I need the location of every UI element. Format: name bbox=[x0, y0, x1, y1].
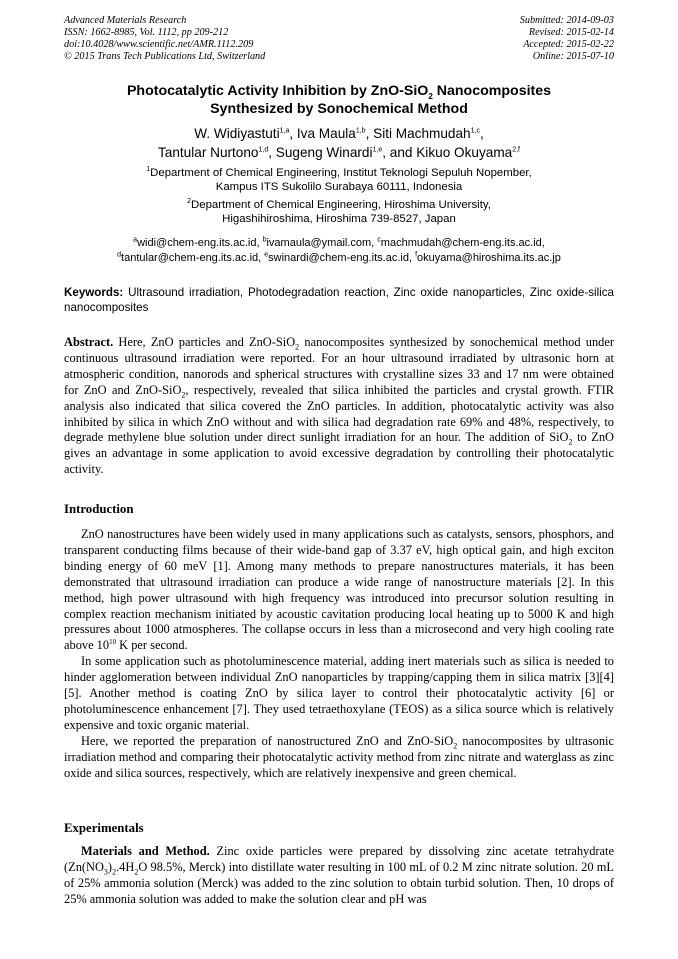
author-affil-mark: 1,c bbox=[470, 127, 480, 135]
email-address[interactable]: machmudah@chem-eng.its.ac.id, bbox=[380, 237, 545, 249]
paragraph-text: .4H bbox=[116, 859, 135, 874]
email-mark: c bbox=[377, 236, 381, 244]
paragraph bbox=[64, 734, 614, 782]
author-affil-mark: 1,a bbox=[279, 127, 290, 135]
keywords-text: Ultrasound irradiation, Photodegradation reaction, Zinc oxide nanoparticles, Zinc oxide-silica nanocomposites bbox=[64, 286, 614, 314]
paragraph-text: Zinc oxide particles were prepared by dissolving zinc acetate tetrahydrate (Zn(NO bbox=[64, 844, 614, 874]
email-address[interactable]: widi@chem-eng.its.ac.id, bbox=[137, 237, 263, 249]
online-date: Online: 2015-07-10 bbox=[532, 51, 614, 62]
email-address[interactable]: swinardi@chem-eng.its.ac.id, bbox=[268, 251, 416, 264]
author-separator: , bbox=[479, 126, 484, 141]
affiliation-2 bbox=[64, 198, 614, 226]
paragraph bbox=[64, 844, 614, 908]
authors-line-1 bbox=[64, 124, 614, 143]
keywords-label: Keywords: bbox=[64, 286, 124, 299]
experimentals-body bbox=[64, 844, 614, 908]
introduction-heading: Introduction bbox=[64, 502, 134, 516]
affiliation-text: Department of Chemical Engineering, Hiroshima University, bbox=[191, 199, 491, 211]
author-affil-mark: 1,e bbox=[372, 146, 383, 154]
title-line-2: Synthesized by Sonochemical Method bbox=[210, 101, 468, 117]
email-address[interactable]: tantular@chem-eng.its.ac.id, bbox=[121, 251, 265, 264]
emails-line-2 bbox=[64, 251, 614, 266]
affiliation-text: Kampus ITS Sukolilo Surabaya 60111, Indonesia bbox=[215, 181, 463, 193]
subsection-label: Materials and Method. bbox=[81, 844, 210, 858]
email-list bbox=[64, 236, 614, 265]
author-name: W. Widiyastuti bbox=[194, 126, 280, 141]
paragraph bbox=[64, 527, 614, 654]
affiliation-text: Department of Chemical Engineering, Institut Teknologi Sepuluh Nopember, bbox=[150, 167, 532, 179]
email-mark: e bbox=[264, 250, 269, 258]
abstract-text: nanocomposites synthesized by sonochemical method under continuous ultrasound irradiation were reported. For an hour ultrasound irradiated by ultrasonic horn at atmospheric condition, nanorods and spherical structures with crystalline sizes 33 and 17 nm were obtained for ZnO and ZnO-SiO bbox=[64, 335, 615, 397]
abstract-text: to ZnO gives an advantage in some application to avoid excessive degradation by controlling their photocatalytic activity. bbox=[64, 430, 614, 477]
header-left bbox=[64, 15, 265, 63]
abstract-text: Here, ZnO particles and ZnO-SiO bbox=[113, 335, 296, 349]
affiliation-line bbox=[64, 166, 614, 180]
submitted-date: Submitted: 2014-09-03 bbox=[519, 15, 614, 26]
author-name: , Siti Machmudah bbox=[365, 126, 471, 141]
title-line-1 bbox=[64, 82, 614, 100]
email-address[interactable]: ivamaula@ymail.com, bbox=[266, 237, 378, 249]
affiliation-mark: 2 bbox=[187, 198, 192, 206]
paragraph-text: Here, we reported the preparation of nanostructured ZnO and ZnO-SiO bbox=[81, 733, 454, 748]
author-name: , and Kikuo Okuyama bbox=[382, 145, 513, 160]
affiliation-mark: 1 bbox=[146, 166, 151, 174]
affiliation-1 bbox=[64, 166, 614, 194]
paragraph-text: K per second. bbox=[116, 638, 188, 653]
author-name: Tantular Nurtono bbox=[157, 145, 259, 160]
introduction-body bbox=[64, 527, 614, 782]
subscript: 2 bbox=[134, 867, 139, 877]
paragraph: In some application such as photoluminescence material, adding inert materials such as silica is needed to hinder agglomeration between individual ZnO nanoparticles by trapping/capping them in silica matrix [3][4][5]. Another method is coating ZnO by silica layer to control their photocatalytic activity [6] or photoluminescence enhancement [7]. They used tetraethoxylane (TEOS) as a silica source which is relatively expensive and toxic organic material. bbox=[64, 654, 614, 732]
abstract bbox=[64, 335, 614, 478]
title-text: Nanocomposites bbox=[432, 83, 552, 99]
author-affil-mark: 1,d bbox=[258, 146, 269, 154]
author-list bbox=[64, 124, 614, 162]
abstract-text: , respectively, revealed that silica inhibited the particles and crystal growth. FTIR analysis also indicated that silica covered the ZnO particles. In addition, photocatalytic activity was also inhibited by silica in which ZnO without and with silica had degradation rate 69% and 48%, respectively, to degrade methylene blue solution under direct sunlight irradiation for an hour. The addition of SiO bbox=[64, 382, 614, 445]
subscript: 2 bbox=[568, 437, 573, 447]
title-text: Photocatalytic Activity Inhibition by ZnO-SiO bbox=[126, 83, 429, 99]
accepted-date: Accepted: 2015-02-22 bbox=[523, 39, 614, 50]
subscript: 2 bbox=[181, 390, 186, 400]
author-affil-mark: 2,f bbox=[512, 146, 520, 154]
author-affil-mark: 1,b bbox=[355, 127, 366, 135]
revised-date: Revised: 2015-02-14 bbox=[528, 27, 614, 38]
email-address[interactable]: okuyama@hiroshima.its.ac.jp bbox=[417, 251, 561, 264]
paragraph-text: ) bbox=[107, 859, 113, 874]
subscript: 2 bbox=[453, 741, 458, 751]
keywords bbox=[64, 285, 614, 315]
title-subscript: 2 bbox=[428, 91, 433, 101]
experimentals-heading: Experimentals bbox=[64, 821, 144, 835]
doi: doi:10.4028/www.scientific.net/AMR.1112.209 bbox=[64, 39, 254, 50]
superscript: 10 bbox=[109, 638, 117, 647]
author-name: , Sugeng Winardi bbox=[268, 145, 373, 160]
paragraph-text: nanocomposites by ultrasonic irradiation method and comparing their photocatalytic activity method from zinc nitrate and waterglass as zinc oxide and silica sources, respectively, which are relatively inexpensive and green chemical. bbox=[64, 733, 614, 780]
paper-title bbox=[64, 82, 614, 118]
affiliation-text: Higashihiroshima, Hiroshima 739-8527, Japan bbox=[222, 213, 456, 225]
author-name: , Iva Maula bbox=[289, 126, 356, 141]
issn: ISSN: 1662-8985, Vol. 1112, pp 209-212 bbox=[64, 27, 229, 38]
email-mark: a bbox=[133, 236, 138, 244]
journal-name: Advanced Materials Research bbox=[64, 15, 187, 26]
paragraph-text: O 98.5%, Merck) into distillate water resulting in 100 mL of 0.2 M zinc nitrate solution. 20 mL of 25% ammonia solution (Merck) was added to the zinc solution to obtain turbid solution. Then, 10 drops of 25% ammonia solution was added to make the solution clear and pH was bbox=[64, 859, 614, 906]
paragraph-text: ZnO nanostructures have been widely used in many applications such as catalysts, sensors, phosphors, and transparent conducting films because of their wide-band gap of 3.37 eV, high optical gain, and high exciton binding energy of 60 meV [1]. Among many methods to prepare nanostructures materials, it has been demonstrated that ultrasound irradiation can produce a wide range of nanostructure materials [2]. In this method, high power ultrasound with high frequency was introduced into precursor solution resulting in complex reaction mechanism initiated by acoustic cavitation producing local heating up to 5000 K and high pressures about 1000 atmospheres. The collapse occurs in less than a microsecond and very high cooling rate above 10 bbox=[64, 527, 614, 653]
copyright: © 2015 Trans Tech Publications Ltd, Switzerland bbox=[64, 51, 266, 62]
header-right bbox=[520, 15, 614, 63]
affiliation-line bbox=[64, 198, 614, 212]
subscript: 2 bbox=[112, 867, 117, 877]
emails-line-1 bbox=[64, 236, 614, 251]
subscript: 2 bbox=[295, 342, 300, 352]
abstract-label: Abstract. bbox=[64, 335, 114, 349]
email-mark: b bbox=[262, 236, 267, 244]
authors-line-2 bbox=[64, 143, 614, 162]
email-mark: f bbox=[415, 250, 418, 258]
email-mark: d bbox=[117, 250, 122, 258]
subscript: 3 bbox=[103, 867, 108, 877]
